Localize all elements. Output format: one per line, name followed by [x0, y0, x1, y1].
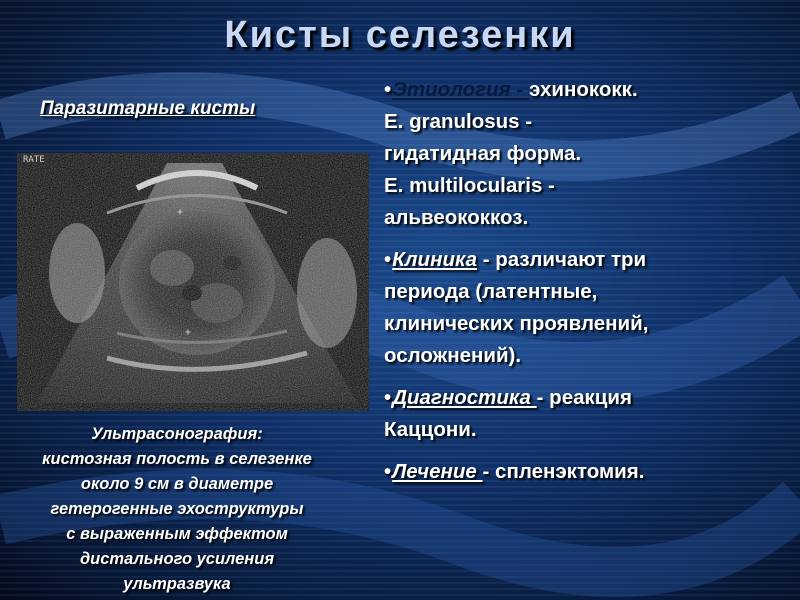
bullet-key-etiology: Этиология - [392, 78, 529, 101]
bullet-text: E. multilocularis - [384, 174, 555, 197]
bullet-text: Каццони. [384, 418, 477, 441]
ultrasound-scan [17, 153, 369, 411]
bullet-text: - различают три [477, 248, 647, 271]
bullet-text: гидатидная форма. [384, 142, 582, 165]
caption-line: с выраженным эффектом [66, 525, 288, 543]
bullet-text: клинических проявлений, [384, 312, 649, 335]
slide-subtitle: Паразитарные кисты [40, 98, 256, 119]
ultrasound-rate-label: RATE [23, 155, 45, 165]
bullet-marker: • [384, 78, 392, 101]
bullet-treatment [384, 456, 794, 488]
bullet-marker: • [384, 460, 392, 483]
bullet-text: E. granulosus - [384, 110, 533, 133]
bullet-list [384, 74, 794, 498]
bullet-text: осложнений). [384, 344, 522, 367]
caption-line: Ультрасонография: [91, 425, 263, 443]
bullet-text: периода (латентные, [384, 280, 598, 303]
bullet-clinic [384, 244, 794, 372]
bullet-diagnostics [384, 382, 794, 446]
bullet-text: эхинококк. [528, 78, 638, 101]
bullet-marker: • [384, 386, 392, 409]
caption-line: кистозная полость в селезенке [42, 450, 312, 468]
image-caption [0, 422, 362, 597]
bullet-text: - реакция [536, 386, 632, 409]
ultrasound-image [17, 153, 369, 411]
bullet-key-clinic: Клиника [392, 248, 478, 271]
caption-line: около 9 см в диаметре [80, 475, 274, 493]
bullet-text: - спленэктомия. [482, 460, 645, 483]
caption-line: дистального усиления [79, 550, 275, 568]
slide-title: Кисты селезенки [224, 14, 576, 56]
bullet-text: альвеококкоз. [384, 206, 529, 229]
caption-line: ультразвука [123, 575, 231, 593]
caption-line: гетерогенные эхоструктуры [50, 500, 304, 518]
bullet-marker: • [384, 248, 392, 271]
bullet-key-diagnostics: Диагностика [392, 386, 537, 409]
bullet-etiology [384, 74, 794, 234]
bullet-key-treatment: Лечение [392, 460, 483, 483]
